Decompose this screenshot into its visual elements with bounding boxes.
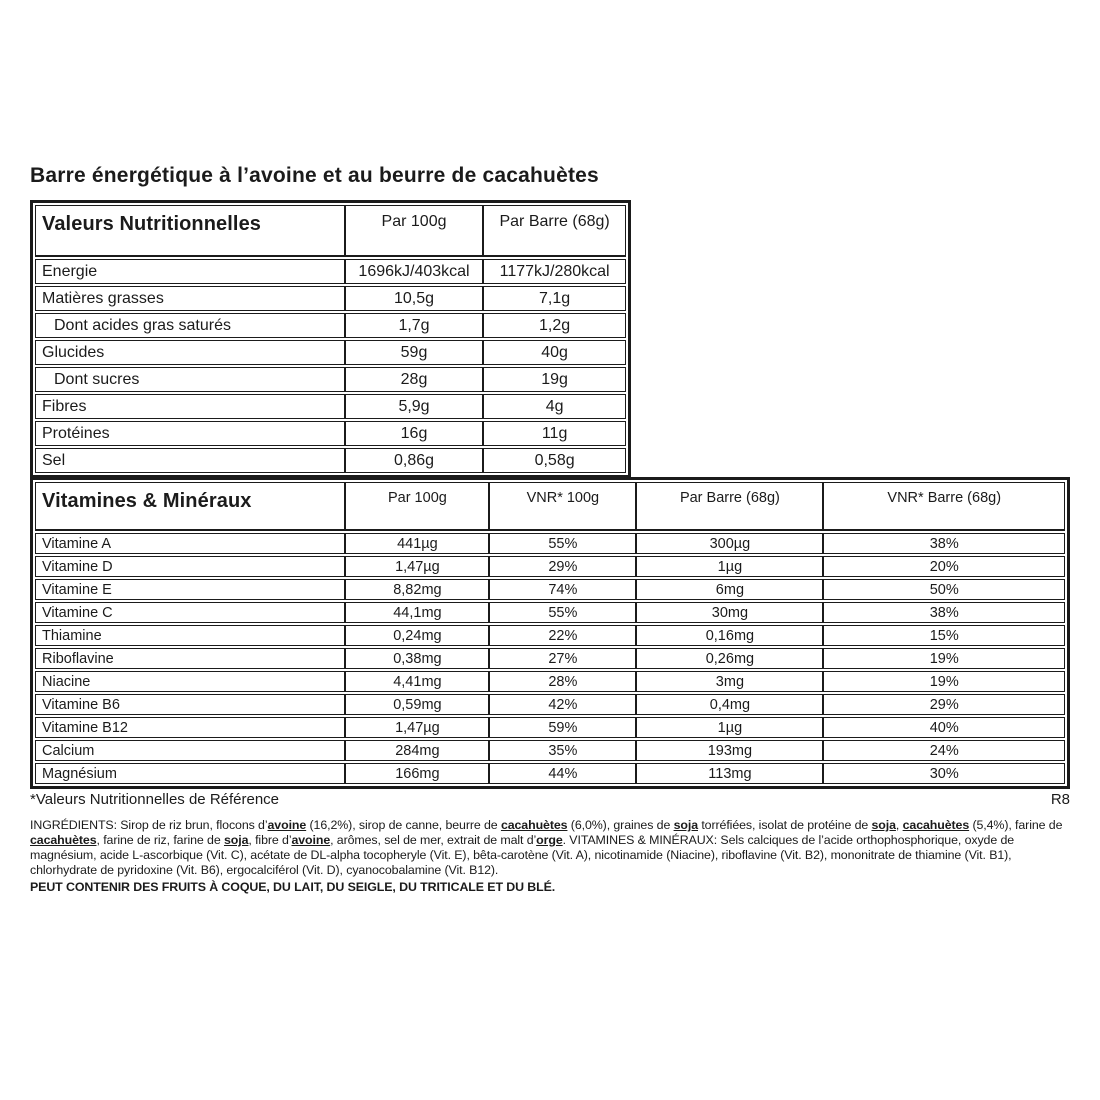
- row-label: Vitamine A: [36, 534, 346, 553]
- row-value-per-100g: 59g: [346, 341, 484, 364]
- product-title: Barre énergétique à l’avoine et au beurre de cacahuètes: [30, 164, 599, 187]
- table-row-magnesium: [35, 763, 1065, 784]
- row-value-per-bar: 1µg: [637, 718, 824, 737]
- row-label: Riboflavine: [36, 649, 346, 668]
- row-value-per-bar: 40g: [541, 343, 568, 361]
- row-value-vnr-100g: 22%: [490, 626, 637, 645]
- row-value-vnr-100g: 74%: [490, 580, 637, 599]
- row-value-vnr-bar: 19%: [929, 650, 959, 667]
- row-value-vnr-100g: 35%: [490, 741, 637, 760]
- row-label: Calcium: [36, 741, 346, 760]
- table-row-vitamine-d: [35, 556, 1065, 577]
- row-value-vnr-bar: 15%: [929, 627, 959, 644]
- row-value-per-100g: 4,41mg: [346, 672, 490, 691]
- ingredients-text: INGRÉDIENTS: Sirop de riz brun, flocons d’avoine (16,2%), sirop de canne, beurre de cacahuètes (6,0%), graines de soja torréfiées, isolat de protéine de soja, cacahuètes (5,4%), farine de cacahuètes, farine de riz, farine de soja, fibre d’avoine, arômes, sel de mer, extrait de malt d’orge. VITAMINES & MINÉRAUX: Sels calciques de l’acide orthophosphorique, oxyde de magnésium, acide L-ascorbique (Vit. C), acétate de DL-alpha tocopheryle (Vit. E), bêta-carotène (Vit. A), nicotinamide (Niacine), riboflavine (Vit. B2), mononitrate de thiamine (Vit. B1), chlorhydrate de pyridoxine (Vit. B6), ergocalciférol (Vit. D), cyanocobalamine (Vit. B12).: [30, 818, 1063, 877]
- row-value-per-bar: 6mg: [637, 580, 824, 599]
- row-label: Vitamine D: [36, 557, 346, 576]
- row-value-vnr-100g: 29%: [490, 557, 637, 576]
- row-label: Energie: [36, 260, 346, 283]
- row-label: Dont sucres: [36, 368, 346, 391]
- row-label: Vitamine B12: [36, 718, 346, 737]
- column-header-per-bar: Par Barre (68g): [637, 483, 824, 529]
- column-header-vnr-bar: VNR* Barre (68g): [887, 490, 1002, 506]
- table-row-acides-gras-satures: [35, 313, 626, 338]
- small-print-block: [30, 818, 1075, 895]
- row-label: Glucides: [36, 341, 346, 364]
- revision-code: R8: [1050, 791, 1070, 808]
- row-value-vnr-100g: 27%: [490, 649, 637, 668]
- table-row-niacine: [35, 671, 1065, 692]
- row-value-per-bar: 19g: [541, 370, 568, 388]
- row-label: Protéines: [36, 422, 346, 445]
- row-value-per-100g: 0,59mg: [346, 695, 490, 714]
- vitamins-minerals-table: [30, 477, 1070, 789]
- row-value-per-bar: 0,58g: [534, 451, 575, 469]
- row-label: Sel: [36, 449, 346, 472]
- row-value-per-bar: 1177kJ/280kcal: [499, 262, 610, 280]
- row-value-vnr-bar: 38%: [929, 535, 959, 552]
- row-label: Matières grasses: [36, 287, 346, 310]
- row-value-vnr-bar: 50%: [929, 581, 959, 598]
- row-value-vnr-100g: 44%: [490, 764, 637, 783]
- row-value-vnr-bar: 19%: [929, 673, 959, 690]
- row-value-vnr-100g: 55%: [490, 534, 637, 553]
- row-value-per-100g: 0,86g: [346, 449, 484, 472]
- column-header-per-100g: Par 100g: [346, 206, 484, 255]
- row-value-vnr-100g: 59%: [490, 718, 637, 737]
- row-value-per-bar: 11g: [541, 424, 568, 442]
- row-value-per-100g: 10,5g: [346, 287, 484, 310]
- nutrition-table-title: Valeurs Nutritionnelles: [36, 206, 346, 255]
- row-label: Niacine: [36, 672, 346, 691]
- table-row-sel: [35, 448, 626, 473]
- vitamins-table-title: Vitamines & Minéraux: [36, 483, 346, 529]
- row-label: Vitamine B6: [36, 695, 346, 714]
- column-header-per-100g: Par 100g: [346, 483, 490, 529]
- table-row-vitamine-e: [35, 579, 1065, 600]
- table-row-energie: [35, 259, 626, 284]
- allergen-warning: PEUT CONTENIR DES FRUITS À COQUE, DU LAIT, DU SEIGLE, DU TRITICALE ET DU BLÉ.: [30, 880, 556, 894]
- row-value-vnr-bar: 30%: [929, 765, 959, 782]
- row-label: Magnésium: [36, 764, 346, 783]
- row-label: Dont acides gras saturés: [36, 314, 346, 337]
- table-row-sucres: [35, 367, 626, 392]
- row-value-vnr-100g: 55%: [490, 603, 637, 622]
- row-value-per-100g: 0,24mg: [346, 626, 490, 645]
- row-value-per-100g: 16g: [346, 422, 484, 445]
- reference-footnote: *Valeurs Nutritionnelles de Référence: [30, 791, 280, 808]
- table-row-vitamine-b12: [35, 717, 1065, 738]
- row-value-per-bar: 113mg: [637, 764, 824, 783]
- table-row-fibres: [35, 394, 626, 419]
- table-row-riboflavine: [35, 648, 1065, 669]
- row-value-per-bar: 300µg: [637, 534, 824, 553]
- table-row-matieres-grasses: [35, 286, 626, 311]
- vitamins-table-header: [35, 482, 1065, 531]
- row-value-vnr-bar: 24%: [929, 742, 959, 759]
- row-label: Vitamine C: [36, 603, 346, 622]
- row-value-per-bar: 0,4mg: [637, 695, 824, 714]
- row-value-vnr-bar: 38%: [929, 604, 959, 621]
- row-value-per-100g: 1696kJ/403kcal: [346, 260, 484, 283]
- row-value-per-bar: 7,1g: [539, 289, 571, 307]
- column-header-vnr-100g: VNR* 100g: [490, 483, 637, 529]
- row-label: Thiamine: [36, 626, 346, 645]
- table-row-thiamine: [35, 625, 1065, 646]
- row-value-per-bar: 0,26mg: [637, 649, 824, 668]
- row-value-per-100g: 1,47µg: [346, 718, 490, 737]
- table-row-calcium: [35, 740, 1065, 761]
- row-label: Vitamine E: [36, 580, 346, 599]
- row-value-per-100g: 1,7g: [346, 314, 484, 337]
- row-value-per-bar: 1µg: [637, 557, 824, 576]
- row-value-per-100g: 8,82mg: [346, 580, 490, 599]
- row-value-per-100g: 284mg: [346, 741, 490, 760]
- column-header-per-bar: Par Barre (68g): [499, 213, 610, 230]
- row-value-vnr-bar: 20%: [929, 558, 959, 575]
- row-value-per-bar: 193mg: [637, 741, 824, 760]
- reference-footnote-row: [30, 791, 1070, 808]
- row-value-per-100g: 1,47µg: [346, 557, 490, 576]
- row-value-per-bar: 30mg: [637, 603, 824, 622]
- table-row-vitamine-c: [35, 602, 1065, 623]
- table-row-vitamine-a: [35, 533, 1065, 554]
- table-row-proteines: [35, 421, 626, 446]
- row-value-per-bar: 0,16mg: [637, 626, 824, 645]
- row-value-vnr-100g: 42%: [490, 695, 637, 714]
- row-value-per-100g: 5,9g: [346, 395, 484, 418]
- table-row-vitamine-b6: [35, 694, 1065, 715]
- row-value-vnr-100g: 28%: [490, 672, 637, 691]
- row-label: Fibres: [36, 395, 346, 418]
- row-value-per-100g: 28g: [346, 368, 484, 391]
- row-value-vnr-bar: 40%: [929, 719, 959, 736]
- row-value-per-bar: 3mg: [637, 672, 824, 691]
- row-value-vnr-bar: 29%: [929, 696, 959, 713]
- row-value-per-bar: 4g: [545, 397, 564, 415]
- nutrition-table-header: [35, 205, 626, 257]
- row-value-per-100g: 0,38mg: [346, 649, 490, 668]
- row-value-per-bar: 1,2g: [539, 316, 571, 334]
- row-value-per-100g: 441µg: [346, 534, 490, 553]
- row-value-per-100g: 44,1mg: [346, 603, 490, 622]
- nutrition-table: [30, 200, 631, 478]
- row-value-per-100g: 166mg: [346, 764, 490, 783]
- table-row-glucides: [35, 340, 626, 365]
